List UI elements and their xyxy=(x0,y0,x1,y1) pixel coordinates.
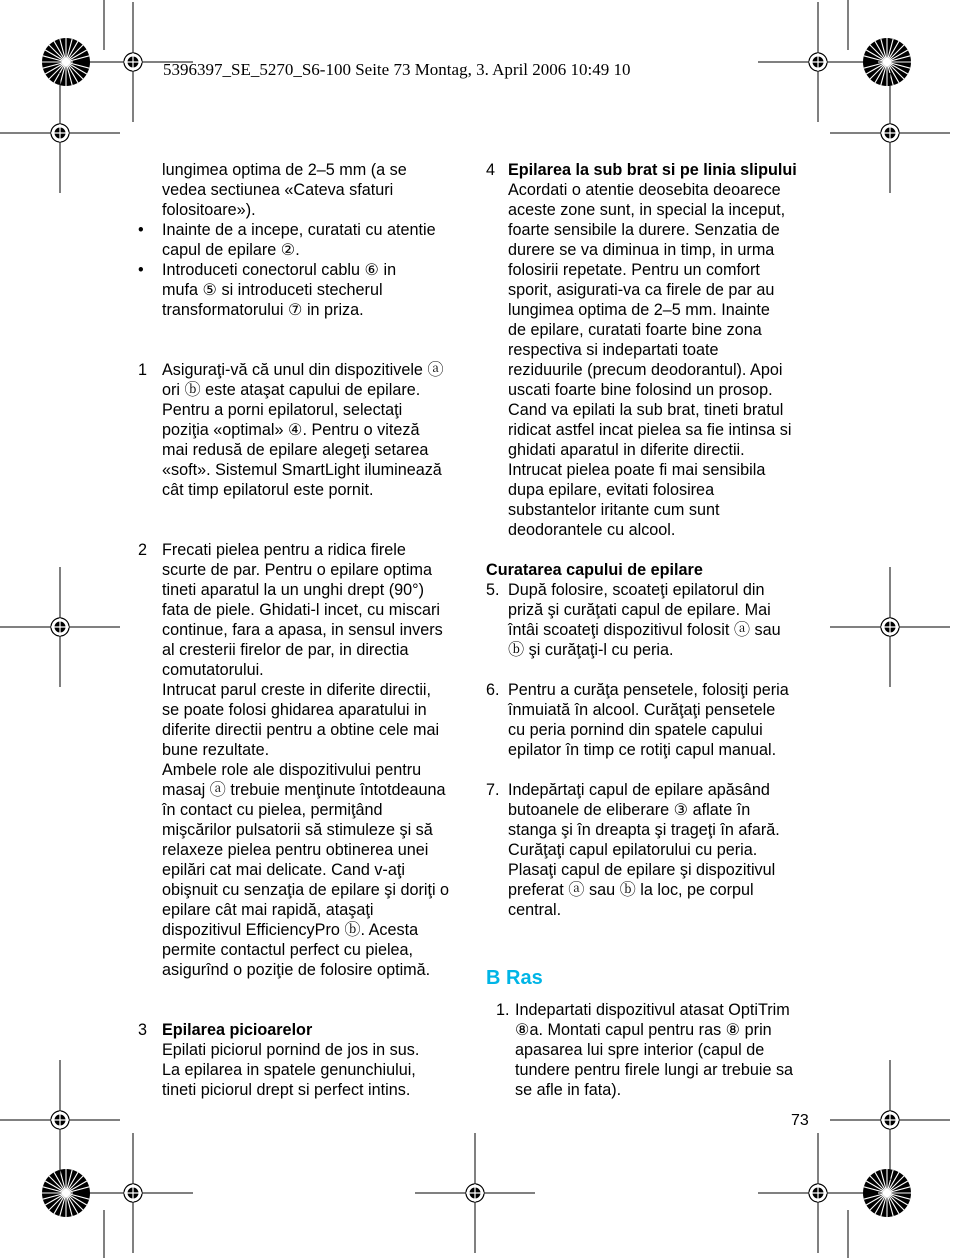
text-line: epilator în timp ce rotiţi capul manual. xyxy=(508,741,777,759)
text-line: tineti aparatul la un unghi drept (90°) xyxy=(162,581,425,599)
text-line: Inainte de a incepe, curatati cu atentie xyxy=(162,221,436,239)
step-number: 1 xyxy=(138,361,148,379)
text-line: Cand va epilati la sub brat, tineti bratul xyxy=(508,401,784,419)
bullet-item xyxy=(138,260,468,320)
text-line: respectiva si indepartati toate xyxy=(508,341,719,359)
text-line: obişnuit cu senzaţia de epilare şi doriţi o xyxy=(162,881,450,899)
text-line: Intrucat pielea poate fi mai sensibila xyxy=(508,461,766,479)
step-5 xyxy=(486,580,816,660)
text-line: ridicat astfel incat pielea sa fie intinsa si xyxy=(508,421,792,439)
text-line: lungimea optima de 2–5 mm (a se xyxy=(162,161,407,179)
text-line: vedea sectiunea «Cateva sfaturi xyxy=(162,181,394,199)
text-line: continue, fara a apasa, in sensul invers xyxy=(162,621,443,639)
text-line: Ambele role ale dispozitivului pentru xyxy=(162,761,422,779)
text-line: folositoare»). xyxy=(162,201,256,219)
step-6 xyxy=(486,680,816,760)
text-line: fata de piele. Ghidati-l incet, cu miscari xyxy=(162,601,441,619)
text-line: aceste zone sunt, in special la inceput, xyxy=(508,201,786,219)
ras-step-1 xyxy=(486,1000,816,1100)
step-number: 3 xyxy=(138,1021,148,1039)
text-line: se poate folosi ghidarea aparatului in xyxy=(162,701,427,719)
text-line: epilare cât mai rapidă, ataşaţi xyxy=(162,901,374,919)
text-line: capul de epilare ②. xyxy=(162,241,300,259)
step-title: Epilarea la sub brat si pe linia slipului xyxy=(508,161,797,179)
text-line: Epilati piciorul pornind de jos in sus. xyxy=(162,1041,420,1059)
text-line: tineti piciorul drept si perfect intins. xyxy=(162,1081,411,1099)
text-line: se afle in fata). xyxy=(515,1081,622,1099)
text-line: apasarea lui spre interior (capul de xyxy=(515,1041,765,1059)
right-column xyxy=(486,160,816,1100)
text-line: mai redusă de epilare alegeţi setarea xyxy=(162,441,429,459)
text-line: deodorantele cu alcool. xyxy=(508,521,676,539)
text-line: durere se va diminua in timp, in urma xyxy=(508,241,775,259)
text-line: ori ⓑ este ataşat capului de epilare. xyxy=(162,381,421,399)
text-line: comutatorului. xyxy=(162,661,264,679)
text-line: întâi scoateţi dispozitivul folosit ⓐ sau xyxy=(508,621,781,639)
text-line: După folosire, scoateţi epilatorul din xyxy=(508,581,765,599)
text-line: masaj ⓐ trebuie menţinute întotdeauna xyxy=(162,781,446,799)
step-title: Epilarea picioarelor xyxy=(162,1021,313,1039)
text-line: butoanele de eliberare ③ aflate în xyxy=(508,801,751,819)
step-7 xyxy=(486,780,816,920)
intro-paragraph xyxy=(138,160,468,220)
text-line: foarte sensibile la durere. Senzatia de xyxy=(508,221,780,239)
step-4 xyxy=(486,160,816,540)
text-line: Plasaţi capul de epilare şi dispozitivul xyxy=(508,861,776,879)
step-number: 1. xyxy=(496,1001,510,1019)
left-column xyxy=(138,160,468,1100)
text-line: relaxeze pielea pentru obtinerea unei xyxy=(162,841,429,859)
text-line: Pentru a curăţa pensetele, folosiţi peria xyxy=(508,681,789,699)
text-line: tundere pentru firele lungi ar trebuie sa xyxy=(515,1061,794,1079)
text-line: Indepărtaţi capul de epilare apăsând xyxy=(508,781,770,799)
text-line: Intrucat parul creste in diferite directii, xyxy=(162,681,432,699)
text-line: ⓑ şi curăţaţi-l cu peria. xyxy=(508,641,674,659)
text-line: Acordati o atentie deosebita deoarece xyxy=(508,181,781,199)
text-line: folosirii repetate. Pentru un comfort xyxy=(508,261,760,279)
text-line: ghidati aparatul in diferite directii. xyxy=(508,441,745,459)
text-line: scurte de par. Pentru o epilare optima xyxy=(162,561,432,579)
bullet-marker: • xyxy=(138,261,144,279)
step-2 xyxy=(138,540,468,980)
text-line: La epilarea in spatele genunchiului, xyxy=(162,1061,416,1079)
bullet-item xyxy=(138,220,468,260)
text-line: cu peria pornind din spatele capului xyxy=(508,721,763,739)
text-line: Introduceti conectorul cablu ⑥ in xyxy=(162,261,397,279)
text-line: sporit, asigurati-va ca firele de par au xyxy=(508,281,775,299)
text-line: epilări cat mai delicate. Cand v-aţi xyxy=(162,861,405,879)
text-line: asigurînd o poziţie de folosire optimă. xyxy=(162,961,431,979)
text-line: Asiguraţi-vă că unul din dispozitivele ⓐ xyxy=(162,361,444,379)
text-line: de epilare, curatati foarte bine zona xyxy=(508,321,762,339)
step-3 xyxy=(138,1020,468,1100)
text-line: substantelor iritante cum sunt xyxy=(508,501,720,519)
text-line: Curăţaţi capul epilatorului cu peria. xyxy=(508,841,758,859)
bullet-marker: • xyxy=(138,221,144,239)
text-line: în contact cu pielea, permiţând xyxy=(162,801,383,819)
cleaning-heading: Curatarea capului de epilare xyxy=(486,561,703,579)
section-title: B Ras xyxy=(486,967,543,989)
text-line: dupa epilare, evitati folosirea xyxy=(508,481,715,499)
text-line: cât timp epilatorul este pornit. xyxy=(162,481,374,499)
text-line: dispozitivul EfficiencyPro ⓑ. Acesta xyxy=(162,921,419,939)
text-line: reziduurile (precum deodorantul). Apoi xyxy=(508,361,783,379)
print-header: 5396397_SE_5270_S6-100 Seite 73 Montag, 3. April 2006 10:49 10 xyxy=(163,60,631,79)
text-line: diferite directii pentru a obtine cele mai xyxy=(162,721,440,739)
text-line: înmuiată în alcool. Curăţaţi pensetele xyxy=(508,701,776,719)
text-line: priză şi curăţati capul de epilare. Mai xyxy=(508,601,771,619)
step-number: 5. xyxy=(486,581,500,599)
step-number: 7. xyxy=(486,781,500,799)
text-line: stanga şi în dreapta şi trageţi în afară. xyxy=(508,821,780,839)
text-line: «soft». Sistemul SmartLight iluminează xyxy=(162,461,442,479)
text-line: preferat ⓐ sau ⓑ la loc, pe corpul xyxy=(508,881,754,899)
text-line: transformatorului ⑦ in priza. xyxy=(162,301,364,319)
step-1 xyxy=(138,360,468,500)
text-line: mişcărilor pulsatorii să stimuleze şi să xyxy=(162,821,433,839)
step-number: 6. xyxy=(486,681,500,699)
text-line: central. xyxy=(508,901,562,919)
text-line: Frecati pielea pentru a ridica firele xyxy=(162,541,406,559)
text-line: mufa ⑤ si introduceti stecherul xyxy=(162,281,383,299)
page-number: 73 xyxy=(791,1112,809,1129)
text-line: bune rezultate. xyxy=(162,741,270,759)
text-line: uscati foarte bine folosind un prosop. xyxy=(508,381,773,399)
text-line: poziţia «optimal» ④. Pentru o viteză xyxy=(162,421,420,439)
text-line: lungimea optima de 2–5 mm. Inainte xyxy=(508,301,770,319)
text-line: Pentru a porni epilatorul, selectaţi xyxy=(162,401,403,419)
text-line: ⑧a. Montati capul pentru ras ⑧ prin xyxy=(515,1021,772,1039)
step-number: 2 xyxy=(138,541,148,559)
step-number: 4 xyxy=(486,161,496,179)
text-line: al cresterii firelor de par, in directia xyxy=(162,641,409,659)
text-line: Indepartati dispozitivul atasat OptiTrim xyxy=(515,1001,790,1019)
text-line: permite contactul perfect cu pielea, xyxy=(162,941,414,959)
